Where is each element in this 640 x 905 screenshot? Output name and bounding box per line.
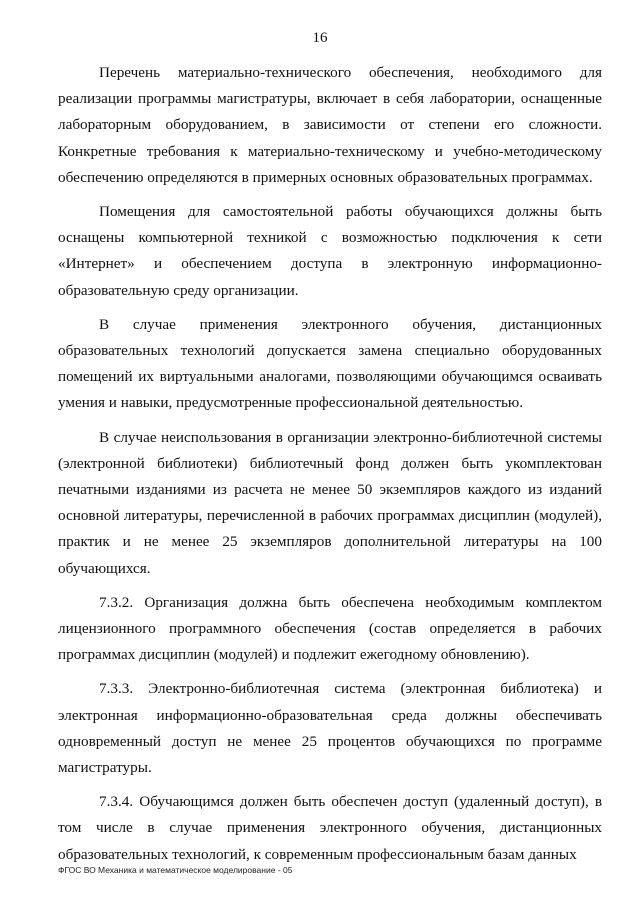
paragraph-7-3-4: 7.3.4. Обучающимся должен быть обеспечен доступ (удаленный доступ), в том числе в случае применения электронного обучения, дистанционных образовательных технологий, к современным профессиональным базам данных xyxy=(58,793,602,863)
footer-standard-name: ФГОС ВО Механика и математическое моделирование - 05 xyxy=(58,865,293,875)
body-text xyxy=(58,60,602,868)
paragraph-library-fund: В случае неиспользования в организации электронно-библиотечной системы (электронной библиотеки) библиотечный фонд должен быть укомплектован печатными изданиями из расчета не менее 50 экземпляров каждого из изданий основной литературы, перечисленной в рабочих программах дисциплин (модулей), практик и не менее 25 экземпляров дополнительной литературы на 100 обучающихся. xyxy=(58,428,602,577)
page-number: 16 xyxy=(312,30,328,46)
paragraph-7-3-2: 7.3.2. Организация должна быть обеспечена необходимым комплектом лицензионного программного обеспечения (состав определяется в рабочих программах дисциплин (модулей) и подлежит ежегодному обновлению). xyxy=(58,593,602,664)
paragraph-self-study-rooms: Помещения для самостоятельной работы обучающихся должны быть оснащены компьютерной техникой с возможностью подключения к сети «Интернет» и обеспечением доступа в электронную информационно-образовательную среду организации. xyxy=(58,203,602,299)
paragraph-equipment-list: Перечень материально-технического обеспечения, необходимого для реализации программы магистратуры, включает в себя лаборатории, оснащенные лабораторным оборудованием, в зависимости от степени его сложности. Конкретные требования к материально-техническому и учебно-методическому обеспечению определяются в примерных основных образовательных программах. xyxy=(58,64,602,186)
paragraph-7-3-3: 7.3.3. Электронно-библиотечная система (электронная библиотека) и электронная информационно-образовательная среда должны обеспечивать одновременный доступ не менее 25 процентов обучающихся по программе магистратуры. xyxy=(58,680,602,777)
paragraph-virtual-analogs: В случае применения электронного обучения, дистанционных образовательных технологий допускается замена специально оборудованных помещений их виртуальными аналогами, позволяющими обучающимся осваивать умения и навыки, предусмотренные профессиональной деятельностью. xyxy=(58,315,602,412)
